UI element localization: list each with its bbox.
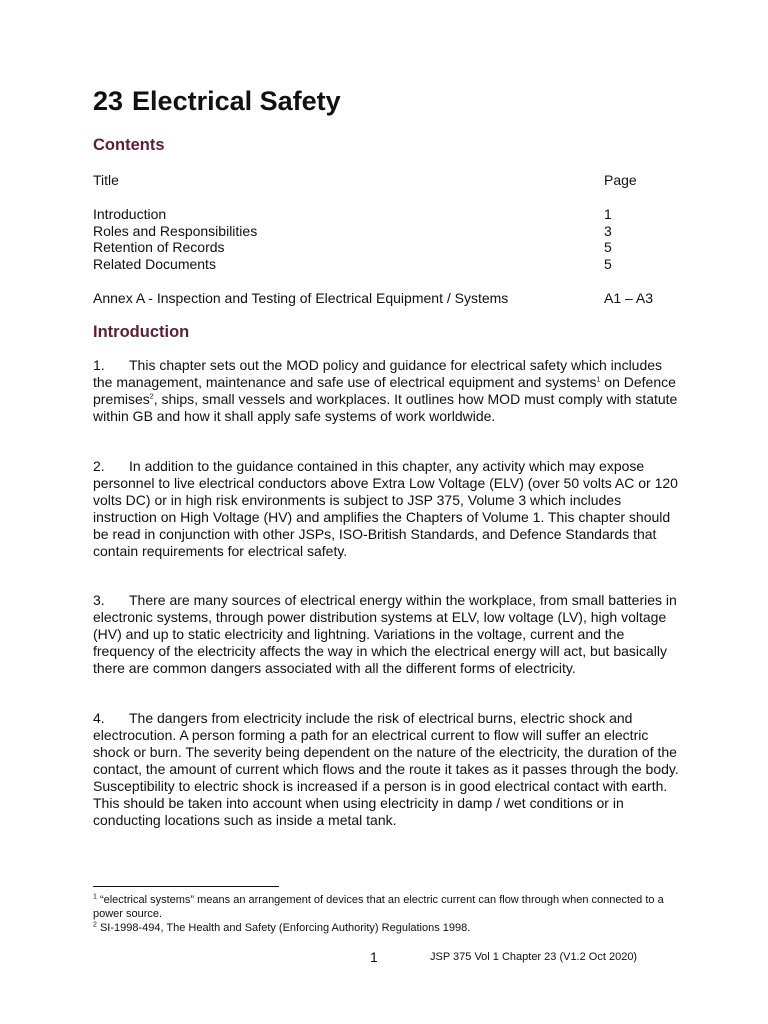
paragraph-1 — [93, 357, 683, 425]
contents-row-title: Retention of Records — [93, 239, 225, 255]
paragraph-number: 2. — [93, 458, 105, 474]
contents-header-title: Title — [93, 172, 119, 188]
chapter-number: 23 — [93, 86, 124, 116]
paragraph-2 — [93, 458, 683, 560]
paragraph-number: 4. — [93, 710, 105, 726]
footnote-2 — [93, 921, 693, 935]
contents-row-annex-a[interactable] — [93, 290, 683, 307]
contents-row-title: Annex A - Inspection and Testing of Electrical Equipment / Systems — [93, 290, 509, 306]
contents-row-title: Related Documents — [93, 256, 216, 272]
document-reference: JSP 375 Vol 1 Chapter 23 (V1.2 Oct 2020) — [430, 951, 638, 963]
contents-row-page: 1 — [604, 206, 612, 222]
paragraph-number: 1. — [93, 357, 105, 373]
paragraph-text: This chapter sets out the MOD policy and guidance for electrical safety which includes the management, maintenance and safe use of electrical equipment and systems — [93, 357, 663, 390]
contents-row-page: 3 — [604, 223, 612, 239]
contents-row-page: A1 – A3 — [604, 290, 654, 306]
paragraph-3 — [93, 592, 683, 677]
paragraph-text: The dangers from electricity include the risk of electrical burns, electric shock and electrocution. A person forming a path for an electrical current to flow will suffer an electric shock or burn. The severity being dependent on the nature of the electricity, the duration of the contact, the amount of current which flows and the route it takes as it passes through the body. Susceptibility to electric shock is increased if a person is in good electrical contact with earth. This should be taken into account when using electricity in damp / wet conditions or in conducting locations such as inside a metal tank. — [93, 710, 679, 828]
footnote-divider — [93, 886, 279, 887]
contents-header-row — [93, 172, 683, 189]
footnote-mark: 2 — [93, 921, 97, 929]
introduction-heading: Introduction — [93, 323, 190, 341]
footnote-ref-2[interactable]: 2 — [149, 393, 154, 401]
contents-header-page: Page — [604, 172, 637, 188]
chapter-title: Electrical Safety — [132, 86, 341, 116]
page-title — [93, 86, 341, 117]
footnote-text: “electrical systems” means an arrangement of devices that an electric current can flow through when connected to a power source. — [93, 894, 664, 920]
contents-row-title: Roles and Responsibilities — [93, 223, 258, 239]
paragraph-number: 3. — [93, 592, 105, 608]
paragraph-text: There are many sources of electrical energy within the workplace, from small batteries in electronic systems, through power distribution systems at ELV, low voltage (LV), high voltage (HV) and up to static electricity and lightning. Variations in the voltage, current and the frequency of the electricity affects the way in which the electrical energy will act, but basically there are common dangers associated with all the different forms of electricity. — [93, 592, 677, 676]
contents-row-page: 5 — [604, 239, 612, 255]
contents-row-page: 5 — [604, 256, 612, 272]
footnote-text: SI-1998-494, The Health and Safety (Enforcing Authority) Regulations 1998. — [96, 922, 471, 934]
contents-row-retention[interactable] — [93, 239, 683, 256]
paragraph-text: , ships, small vessels and workplaces. It outlines how MOD must comply with statute within GB and how it shall apply safe systems of work worldwide. — [93, 391, 678, 424]
footnote-mark: 1 — [93, 893, 97, 901]
contents-row-introduction[interactable] — [93, 206, 683, 223]
footnote-1 — [93, 893, 693, 921]
page-number: 1 — [370, 949, 378, 965]
contents-heading: Contents — [93, 136, 165, 154]
contents-row-related[interactable] — [93, 256, 683, 273]
footnote-ref-1[interactable]: 1 — [596, 376, 601, 384]
paragraph-text: In addition to the guidance contained in this chapter, any activity which may expose personnel to live electrical conductors above Extra Low Voltage (ELV) (over 50 volts AC or 120 volts DC) or in high risk environments is subject to JSP 375, Volume 3 which includes instruction on High Voltage (HV) and amplifies the Chapters of Volume 1. This chapter should be read in conjunction with other JSPs, ISO-British Standards, and Defence Standards that contain requirements for electrical safety. — [93, 458, 678, 559]
contents-row-roles[interactable] — [93, 223, 683, 240]
paragraph-4 — [93, 710, 683, 829]
paragraph-text: on Defence premises — [93, 374, 676, 407]
contents-row-title: Introduction — [93, 206, 167, 222]
